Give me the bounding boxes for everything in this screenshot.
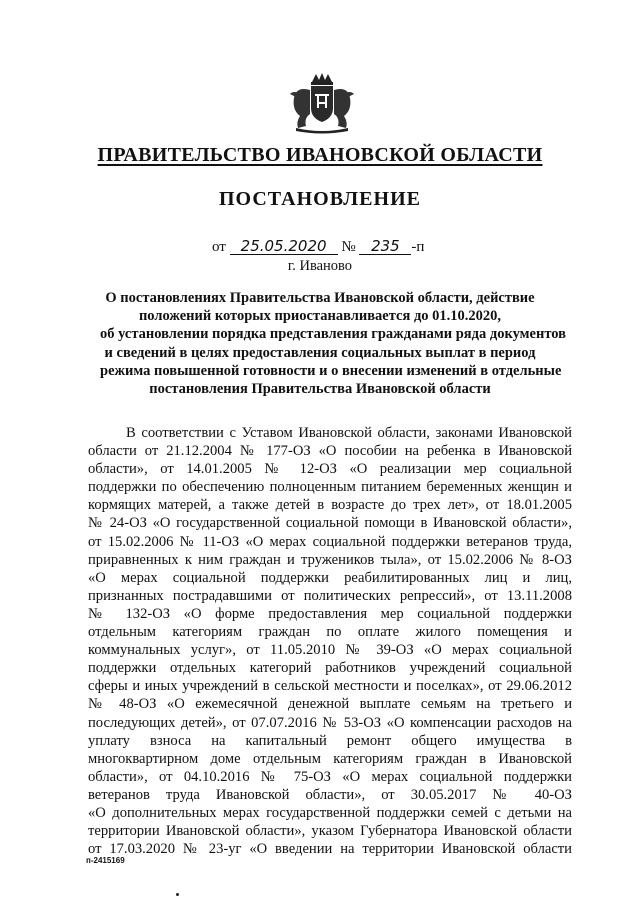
body-line: поддержки по обеспечению полноценным питанием беременных женщин и [88,479,572,496]
body-line: от 15.02.2006 № 11-ОЗ «О мерах социальной поддержки ветеранов труда, [88,533,572,550]
body-line: уплату взноса на капитальный ремонт общего имущества в [88,732,572,749]
handwritten-date: 25.05.2020 [230,238,338,255]
date-prefix: от [212,239,226,255]
body-line: сферы и иных учреждений в сельской местности и поселках», от 29.06.2012 [88,678,572,695]
body-line: кормящих матерей, а также детей в возрасте до трех лет», от 18.01.2005 [88,497,572,514]
subject-line: режима повышенной готовности и о внесении изменений в отдельные [100,362,562,379]
handwritten-number: 235 [359,238,411,255]
subject-line: постановления Правительства Ивановской области [149,381,491,398]
document-subject [100,289,566,398]
body-line: «О мерах социальной поддержки реабилитированных лиц и лиц, [88,569,572,586]
document-type-title: ПОСТАНОВЛЕНИЕ [219,188,421,210]
subject-line: об установлении порядка представления гражданами ряда документов [100,326,566,343]
number-suffix: -п [411,239,425,255]
body-line: приравненных к ним граждан и тружеников тыла», от 15.02.2006 № 8-ОЗ [88,551,572,568]
body-line: «О дополнительных мерах государственной поддержки семей с детьми на [88,804,572,821]
document-registration-code: п-2415169 [86,856,125,865]
body-paragraph [88,424,572,858]
ivanovo-coat-of-arms-icon [286,72,358,134]
body-line: В соответствии с Уставом Ивановской области, законами Ивановской [126,425,572,441]
scan-dot [176,893,179,896]
body-line: поддержки отдельных категорий работников учреждений социальной [88,660,572,677]
body-line: ветеранов труда Ивановской области», от 30.05.2017 № 40-ОЗ [88,786,572,803]
subject-line: О постановлениях Правительства Ивановской области, действие [105,290,535,306]
city-line: г. Иваново [287,258,353,274]
subject-line: положений которых приостанавливается до 01.10.2020, [138,308,502,325]
number-prefix: № [341,239,356,255]
body-line: № 48-ОЗ «О ежемесячной денежной выплате семьям на третьего и [88,696,572,713]
body-line: области от 21.12.2004 № 177-ОЗ «О пособии на ребенка в Ивановской [88,443,572,460]
body-line: отдельным категориям граждан по оплате жилого помещения и [88,624,572,641]
body-line: области», от 14.01.2005 № 12-ОЗ «О реализации мер социальной [88,461,572,478]
body-line: территории Ивановской области», указом Губернатора Ивановской области [88,823,572,840]
body-line: № 132-ОЗ «О форме предоставления мер социальной поддержки [88,605,572,622]
subject-line: и сведений в целях предоставления социальных выплат в период [104,344,536,361]
body-line: № 24-ОЗ «О государственной социальной помощи в Ивановской области», [88,515,572,532]
body-line: признанных пострадавшими от политических репрессий», от 13.11.2008 [88,587,572,604]
body-line: многоквартирном доме отдельным категориям граждан в Ивановской [88,750,572,767]
body-line: коммунальных услуг», от 11.05.2010 № 39-ОЗ «О мерах социальной [88,642,572,659]
body-line: области», от 04.10.2016 № 75-ОЗ «О мерах социальной поддержки [88,768,572,785]
date-number-line [212,238,472,256]
body-line: от 17.03.2020 № 23-уг «О введении на территории Ивановской области [88,841,572,858]
body-line: последующих детей», от 07.07.2016 № 53-ОЗ «О компенсации расходов на [88,714,572,731]
organization-title: ПРАВИТЕЛЬСТВО ИВАНОВСКОЙ ОБЛАСТИ [97,144,543,166]
